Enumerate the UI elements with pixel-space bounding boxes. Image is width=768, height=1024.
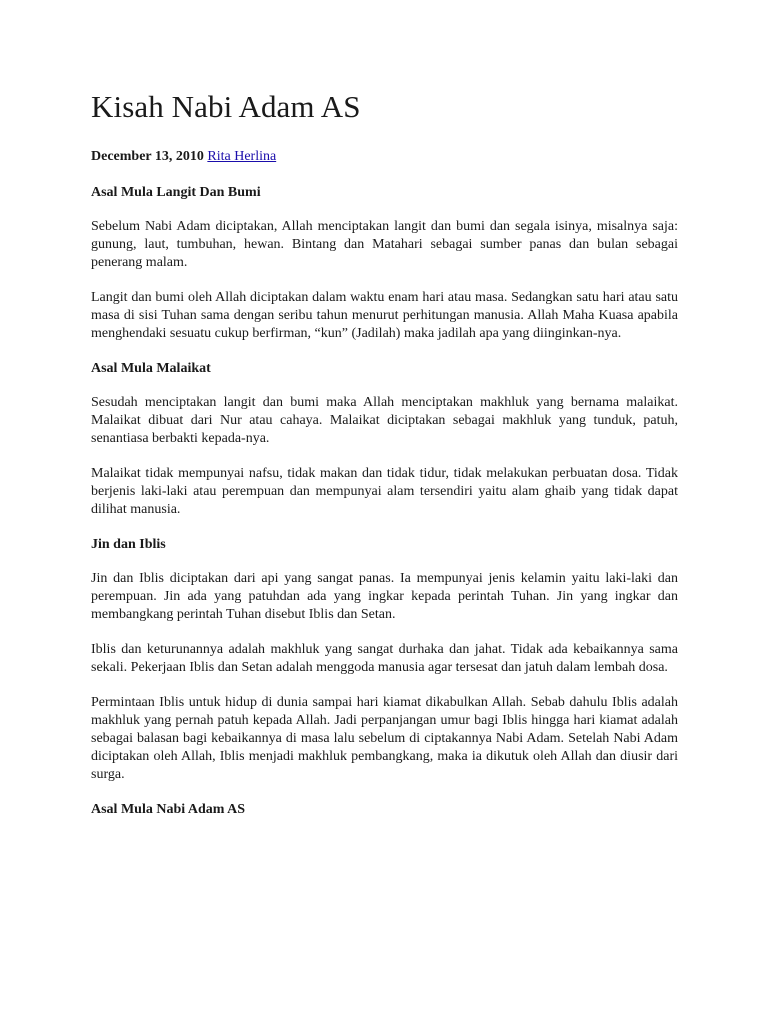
article-title: Kisah Nabi Adam AS	[91, 89, 361, 124]
section-heading-jin-iblis: Jin dan Iblis	[91, 537, 166, 552]
article-date: December 13, 2010	[91, 149, 204, 164]
section-heading-langit-bumi: Asal Mula Langit Dan Bumi	[91, 185, 261, 200]
paragraph: Jin dan Iblis diciptakan dari api yang sangat panas. Ia mempunyai jenis kelamin yaitu laki-laki dan perempuan. Jin ada yang patuhdan ada yang ingkar kepada perintah Tuhan. Jin yang ingkar dan membangkang perintah Tuhan disebut Iblis dan Setan.	[91, 571, 678, 622]
paragraph: Langit dan bumi oleh Allah diciptakan dalam waktu enam hari atau masa. Sedangkan satu hari atau satu masa di sisi Tuhan sama dengan seribu tahun menurut perhitungan manusia. Allah Maha Kuasa apabila menghendaki sesuatu cukup berfirman, “kun” (Jadilah) maka jadilah apa yang diinginkan-nya.	[91, 290, 678, 341]
paragraph: Iblis dan keturunannya adalah makhluk yang sangat durhaka dan jahat. Tidak ada kebaikannya sama sekali. Pekerjaan Iblis dan Setan adalah menggoda manusia agar tersesat dan jatuh dalam lembah dosa.	[91, 642, 678, 675]
section-heading-malaikat: Asal Mula Malaikat	[91, 361, 211, 376]
paragraph: Malaikat tidak mempunyai nafsu, tidak makan dan tidak tidur, tidak melakukan perbuatan dosa. Tidak berjenis laki-laki atau perempuan dan mempunyai alam tersendiri yaitu alam ghaib yang tidak dapat dilihat manusia.	[91, 466, 678, 517]
section-heading-nabi-adam: Asal Mula Nabi Adam AS	[91, 802, 246, 817]
article-meta	[91, 148, 678, 166]
paragraph: Sesudah menciptakan langit dan bumi maka Allah menciptakan makhluk yang bernama malaikat. Malaikat dibuat dari Nur atau cahaya. Malaikat diciptakan sebagai makhluk yang tunduk, patuh, senantiasa berbakti kepada-nya.	[91, 395, 678, 446]
author-link[interactable]: Rita Herlina	[207, 149, 277, 164]
paragraph: Permintaan Iblis untuk hidup di dunia sampai hari kiamat dikabulkan Allah. Sebab dahulu Iblis adalah makhluk yang pernah patuh kepada Allah. Jadi perpanjangan umur bagi Iblis hingga hari kiamat adalah sebagai balasan bagi kebaikannya di masa lalu sebelum di ciptakannya Nabi Adam. Setelah Nabi Adam diciptakan oleh Allah, Iblis menjadi makhluk pembangkang, maka ia dikutuk oleh Allah dan diusir dari surga.	[91, 695, 678, 782]
paragraph: Sebelum Nabi Adam diciptakan, Allah menciptakan langit dan bumi dan segala isinya, misalnya saja: gunung, laut, tumbuhan, hewan. Bintang dan Matahari sebagai sumber panas dan bulan sebagai penerang malam.	[91, 219, 678, 270]
